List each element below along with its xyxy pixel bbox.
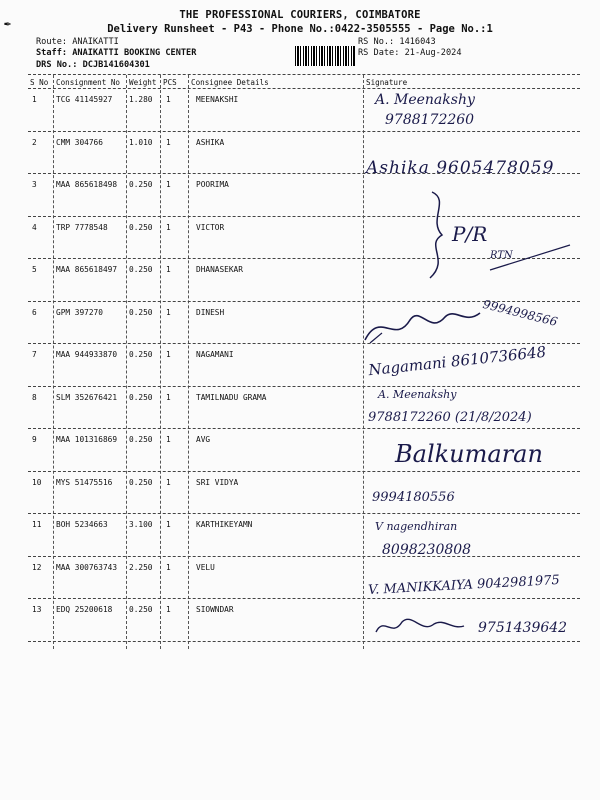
row-separator [28, 131, 580, 132]
signature-13-scribble [372, 612, 467, 640]
row-weight: 0.250 [129, 435, 153, 444]
col-divider [126, 75, 127, 649]
row-sno: 11 [32, 520, 42, 529]
signature-8-name: A. Meenakshy [378, 388, 457, 401]
row-pcs: 1 [166, 307, 171, 317]
row-consignment-no: MAA 300763743 [56, 562, 118, 572]
row-pcs: 1 [166, 180, 171, 189]
row-sno: 4 [32, 222, 37, 232]
row-separator [28, 428, 580, 429]
row-separator [28, 641, 580, 642]
row-consignee: DHANASEKAR [196, 265, 243, 274]
signature-13-phone: 9751439642 [478, 620, 568, 636]
row-consignment-no: TCG 41145927 [56, 95, 113, 104]
col-divider [160, 75, 161, 649]
row-sno: 2 [32, 137, 37, 147]
table-top-rule [28, 74, 580, 75]
row-consignment-no: MYS 51475516 [56, 477, 113, 487]
row-consignee: NAGAMANI [196, 350, 234, 359]
row-separator [28, 556, 580, 557]
col-divider [188, 75, 189, 649]
signature-11-phone: 8098230808 [382, 542, 472, 558]
row-pcs: 1 [166, 350, 171, 359]
row-weight: 0.250 [129, 477, 153, 487]
pen-mark-icon: ✒ [4, 16, 12, 30]
signature-11-name: V nagendhiran [375, 520, 458, 533]
col-header-weight: Weight [129, 78, 157, 87]
rs-date-line: RS Date: 21-Aug-2024 [358, 48, 462, 58]
row-consignment-no: MAA 865618498 [56, 180, 118, 189]
row-consignment-no: CMM 304766 [56, 137, 103, 147]
staff-line: Staff: ANAIKATTI BOOKING CENTER [36, 48, 197, 58]
rs-date-value: 21-Aug-2024 [404, 48, 462, 58]
row-weight: 0.250 [129, 265, 153, 274]
row-weight: 3.100 [129, 520, 153, 529]
row-sno: 3 [32, 180, 37, 189]
row-separator [28, 386, 580, 387]
row-weight: 0.250 [129, 222, 153, 232]
row-sno: 12 [32, 562, 42, 572]
row-consignment-no: SLM 352676421 [56, 392, 118, 402]
row-sno: 8 [32, 392, 37, 402]
signature-6-scribble [360, 305, 490, 350]
staff-value: ANAIKATTI BOOKING CENTER [72, 48, 197, 58]
row-pcs: 1 [166, 520, 171, 529]
row-separator [28, 471, 580, 472]
drs-line: DRS No.: DCJB141604301 [36, 60, 150, 70]
signature-1-name: A. Meenakshy [375, 92, 475, 108]
row-consignment-no: MAA 865618497 [56, 265, 118, 274]
row-weight: 1.280 [129, 95, 153, 104]
company-title: THE PROFESSIONAL COURIERS, COIMBATORE [179, 9, 421, 21]
header-rule [28, 88, 580, 89]
row-consignee: MEENAKSHI [196, 95, 239, 104]
rs-no-line: RS No.: 1416043 [358, 37, 436, 47]
row-consignment-no: BOH 5234663 [56, 520, 108, 529]
barcode [295, 46, 355, 66]
row-consignment-no: MAA 101316869 [56, 435, 118, 444]
row-weight: 1.010 [129, 137, 153, 147]
row-consignment-no: GPM 397270 [56, 307, 103, 317]
signature-1-phone: 9788172260 [385, 112, 475, 128]
signature-5: RTN [490, 250, 513, 261]
row-sno: 13 [32, 605, 42, 614]
row-consignee: TAMILNADU GRAMA [196, 392, 267, 402]
row-separator [28, 343, 580, 344]
row-consignee: POORIMA [196, 180, 229, 189]
col-divider [363, 75, 364, 649]
row-weight: 0.250 [129, 350, 153, 359]
row-sno: 10 [32, 477, 42, 487]
row-separator [28, 513, 580, 514]
row-pcs: 1 [166, 605, 171, 614]
signature-2: Ashika 9605478059 [366, 158, 555, 178]
row-consignee: VICTOR [196, 222, 225, 232]
row-weight: 0.250 [129, 605, 153, 614]
row-sno: 7 [32, 350, 37, 359]
signature-8-phone: 9788172260 (21/8/2024) [368, 410, 532, 425]
row-sno: 9 [32, 435, 37, 444]
drs-value: DCJB141604301 [82, 60, 150, 70]
row-weight: 0.250 [129, 392, 153, 402]
runsheet-subtitle: Delivery Runsheet - P43 - Phone No.:0422-3505555 - Page No.:1 [107, 23, 493, 35]
row-weight: 0.250 [129, 180, 153, 189]
row-pcs: 1 [166, 222, 171, 232]
row-pcs: 1 [166, 95, 171, 104]
row-consignee: AVG [196, 435, 211, 444]
col-header-consignment: Consignment No [56, 78, 121, 87]
row-consignment-no: TRP 7778548 [56, 222, 108, 232]
row-consignee: KARTHIKEYAMN [196, 520, 253, 529]
rs-no-value: 1416043 [399, 37, 436, 47]
row-consignment-no: MAA 944933870 [56, 350, 118, 359]
signature-10: 9994180556 [372, 490, 455, 505]
row-pcs: 1 [166, 392, 171, 402]
row-pcs: 1 [166, 137, 171, 147]
col-header-signature: Signature [366, 78, 408, 87]
col-header-sno: S No [30, 78, 49, 87]
row-separator [28, 598, 580, 599]
col-header-pcs: PCS [163, 78, 177, 87]
col-divider [53, 75, 54, 649]
row-sno: 1 [32, 95, 37, 104]
row-consignee: ASHIKA [196, 137, 225, 147]
row-pcs: 1 [166, 435, 171, 444]
signature-9: Balkumaran [395, 440, 543, 468]
row-consignee: VELU [196, 562, 215, 572]
row-pcs: 1 [166, 562, 171, 572]
row-consignee: DINESH [196, 307, 225, 317]
row-consignee: SRI VIDYA [196, 477, 239, 487]
route-value: ANAIKATTI [72, 37, 119, 47]
row-sno: 5 [32, 265, 37, 274]
signature-12: V. MANIKKAIYA 9042981975 [367, 572, 561, 599]
row-weight: 0.250 [129, 307, 153, 317]
signature-4: P/R [452, 222, 488, 246]
row-pcs: 1 [166, 477, 171, 487]
col-header-consignee: Consignee Details [191, 78, 269, 87]
signature-6-phone: 9994998566 [481, 296, 559, 330]
bracket-scribble [420, 190, 580, 280]
route-line: Route: ANAIKATTI [36, 37, 119, 47]
row-pcs: 1 [166, 265, 171, 274]
signature-7: Nagamani 8610736648 [367, 342, 547, 380]
row-consignee: SIOWNDAR [196, 605, 234, 614]
row-consignment-no: EDQ 25200618 [56, 605, 113, 614]
row-weight: 2.250 [129, 562, 153, 572]
row-sno: 6 [32, 307, 37, 317]
